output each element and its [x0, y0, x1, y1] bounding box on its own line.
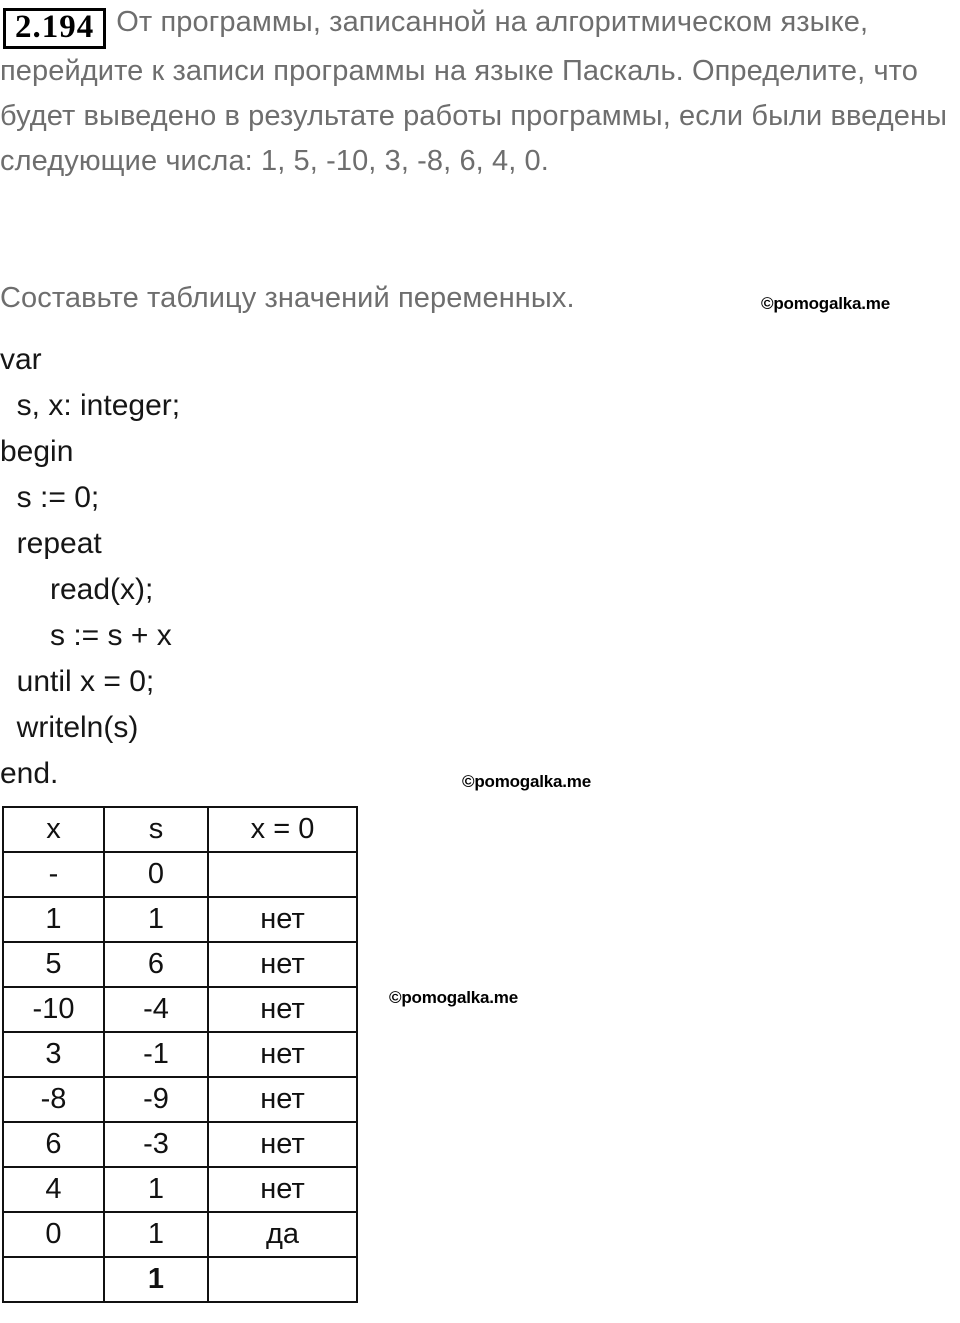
table-cell: [3, 1257, 104, 1302]
table-header-row: [3, 807, 357, 852]
code-line: s := s + x: [0, 619, 172, 652]
table-cell: [208, 1257, 357, 1302]
table-column-header: x: [3, 807, 104, 852]
watermark-top: ©pomogalka.me: [761, 294, 890, 313]
task-number-badge: [3, 8, 106, 49]
code-line: end.: [0, 757, 59, 790]
table-cell: 3: [3, 1032, 104, 1077]
table-row: [3, 1257, 357, 1302]
table-row: [3, 942, 357, 987]
table-cell: 1: [3, 897, 104, 942]
table-cell: -4: [104, 987, 208, 1032]
table-column-header: s: [104, 807, 208, 852]
table-cell: [208, 852, 357, 897]
table-cell: 5: [3, 942, 104, 987]
table-row: [3, 1122, 357, 1167]
table-cell: 1: [104, 1212, 208, 1257]
table-cell: нет: [208, 897, 357, 942]
table-cell: нет: [208, 987, 357, 1032]
statement-text-2: Составьте таблицу значений переменных.: [0, 282, 575, 314]
watermark-middle: ©pomogalka.me: [462, 772, 591, 791]
table-cell: нет: [208, 1032, 357, 1077]
table-cell: -10: [3, 987, 104, 1032]
table-header: [3, 807, 357, 852]
table-body: [3, 852, 357, 1302]
table-row: [3, 1212, 357, 1257]
table-cell: 6: [104, 942, 208, 987]
code-line: writeln(s): [0, 711, 139, 744]
table-cell: -3: [104, 1122, 208, 1167]
code-line: read(x);: [0, 573, 154, 606]
table-cell: 1: [104, 897, 208, 942]
code-line: begin: [0, 435, 74, 468]
table-row: [3, 1032, 357, 1077]
code-line: until x = 0;: [0, 665, 155, 698]
table-cell: нет: [208, 1167, 357, 1212]
variable-trace-table: [2, 806, 358, 1303]
table-cell: 0: [104, 852, 208, 897]
table-row: [3, 1167, 357, 1212]
code-line: s := 0;: [0, 481, 100, 514]
table-row: [3, 852, 357, 897]
table-cell: нет: [208, 1122, 357, 1167]
table-cell: 0: [3, 1212, 104, 1257]
table-cell: -9: [104, 1077, 208, 1122]
table-cell: 1: [104, 1167, 208, 1212]
table-cell: -1: [104, 1032, 208, 1077]
table-cell: да: [208, 1212, 357, 1257]
table-cell: -: [3, 852, 104, 897]
table-row: [3, 987, 357, 1032]
table-row: [3, 897, 357, 942]
watermark-bottom: ©pomogalka.me: [389, 988, 518, 1007]
table-cell: нет: [208, 942, 357, 987]
statement-paragraph-2: [0, 276, 700, 321]
statement-paragraph-1: [0, 0, 960, 184]
pascal-code-listing: [0, 337, 180, 797]
table-column-header: x = 0: [208, 807, 357, 852]
table-cell: -8: [3, 1077, 104, 1122]
code-line: s, x: integer;: [0, 389, 181, 422]
table-cell: 4: [3, 1167, 104, 1212]
code-line: var: [0, 343, 42, 376]
statement-text-1: От программы, записанной на алгоритмическом языке, перейдите к записи программы на языке Паскаль. Определите, что будет выведено в результате работы программы, если были введены следующие числа: 1, 5, -10, 3, -8, 6, 4, 0.: [0, 6, 948, 177]
table-cell: нет: [208, 1077, 357, 1122]
table-cell: 1: [104, 1257, 208, 1302]
task-number-label: 2.194: [15, 9, 95, 45]
table-row: [3, 1077, 357, 1122]
code-line: repeat: [0, 527, 102, 560]
table-cell: 6: [3, 1122, 104, 1167]
